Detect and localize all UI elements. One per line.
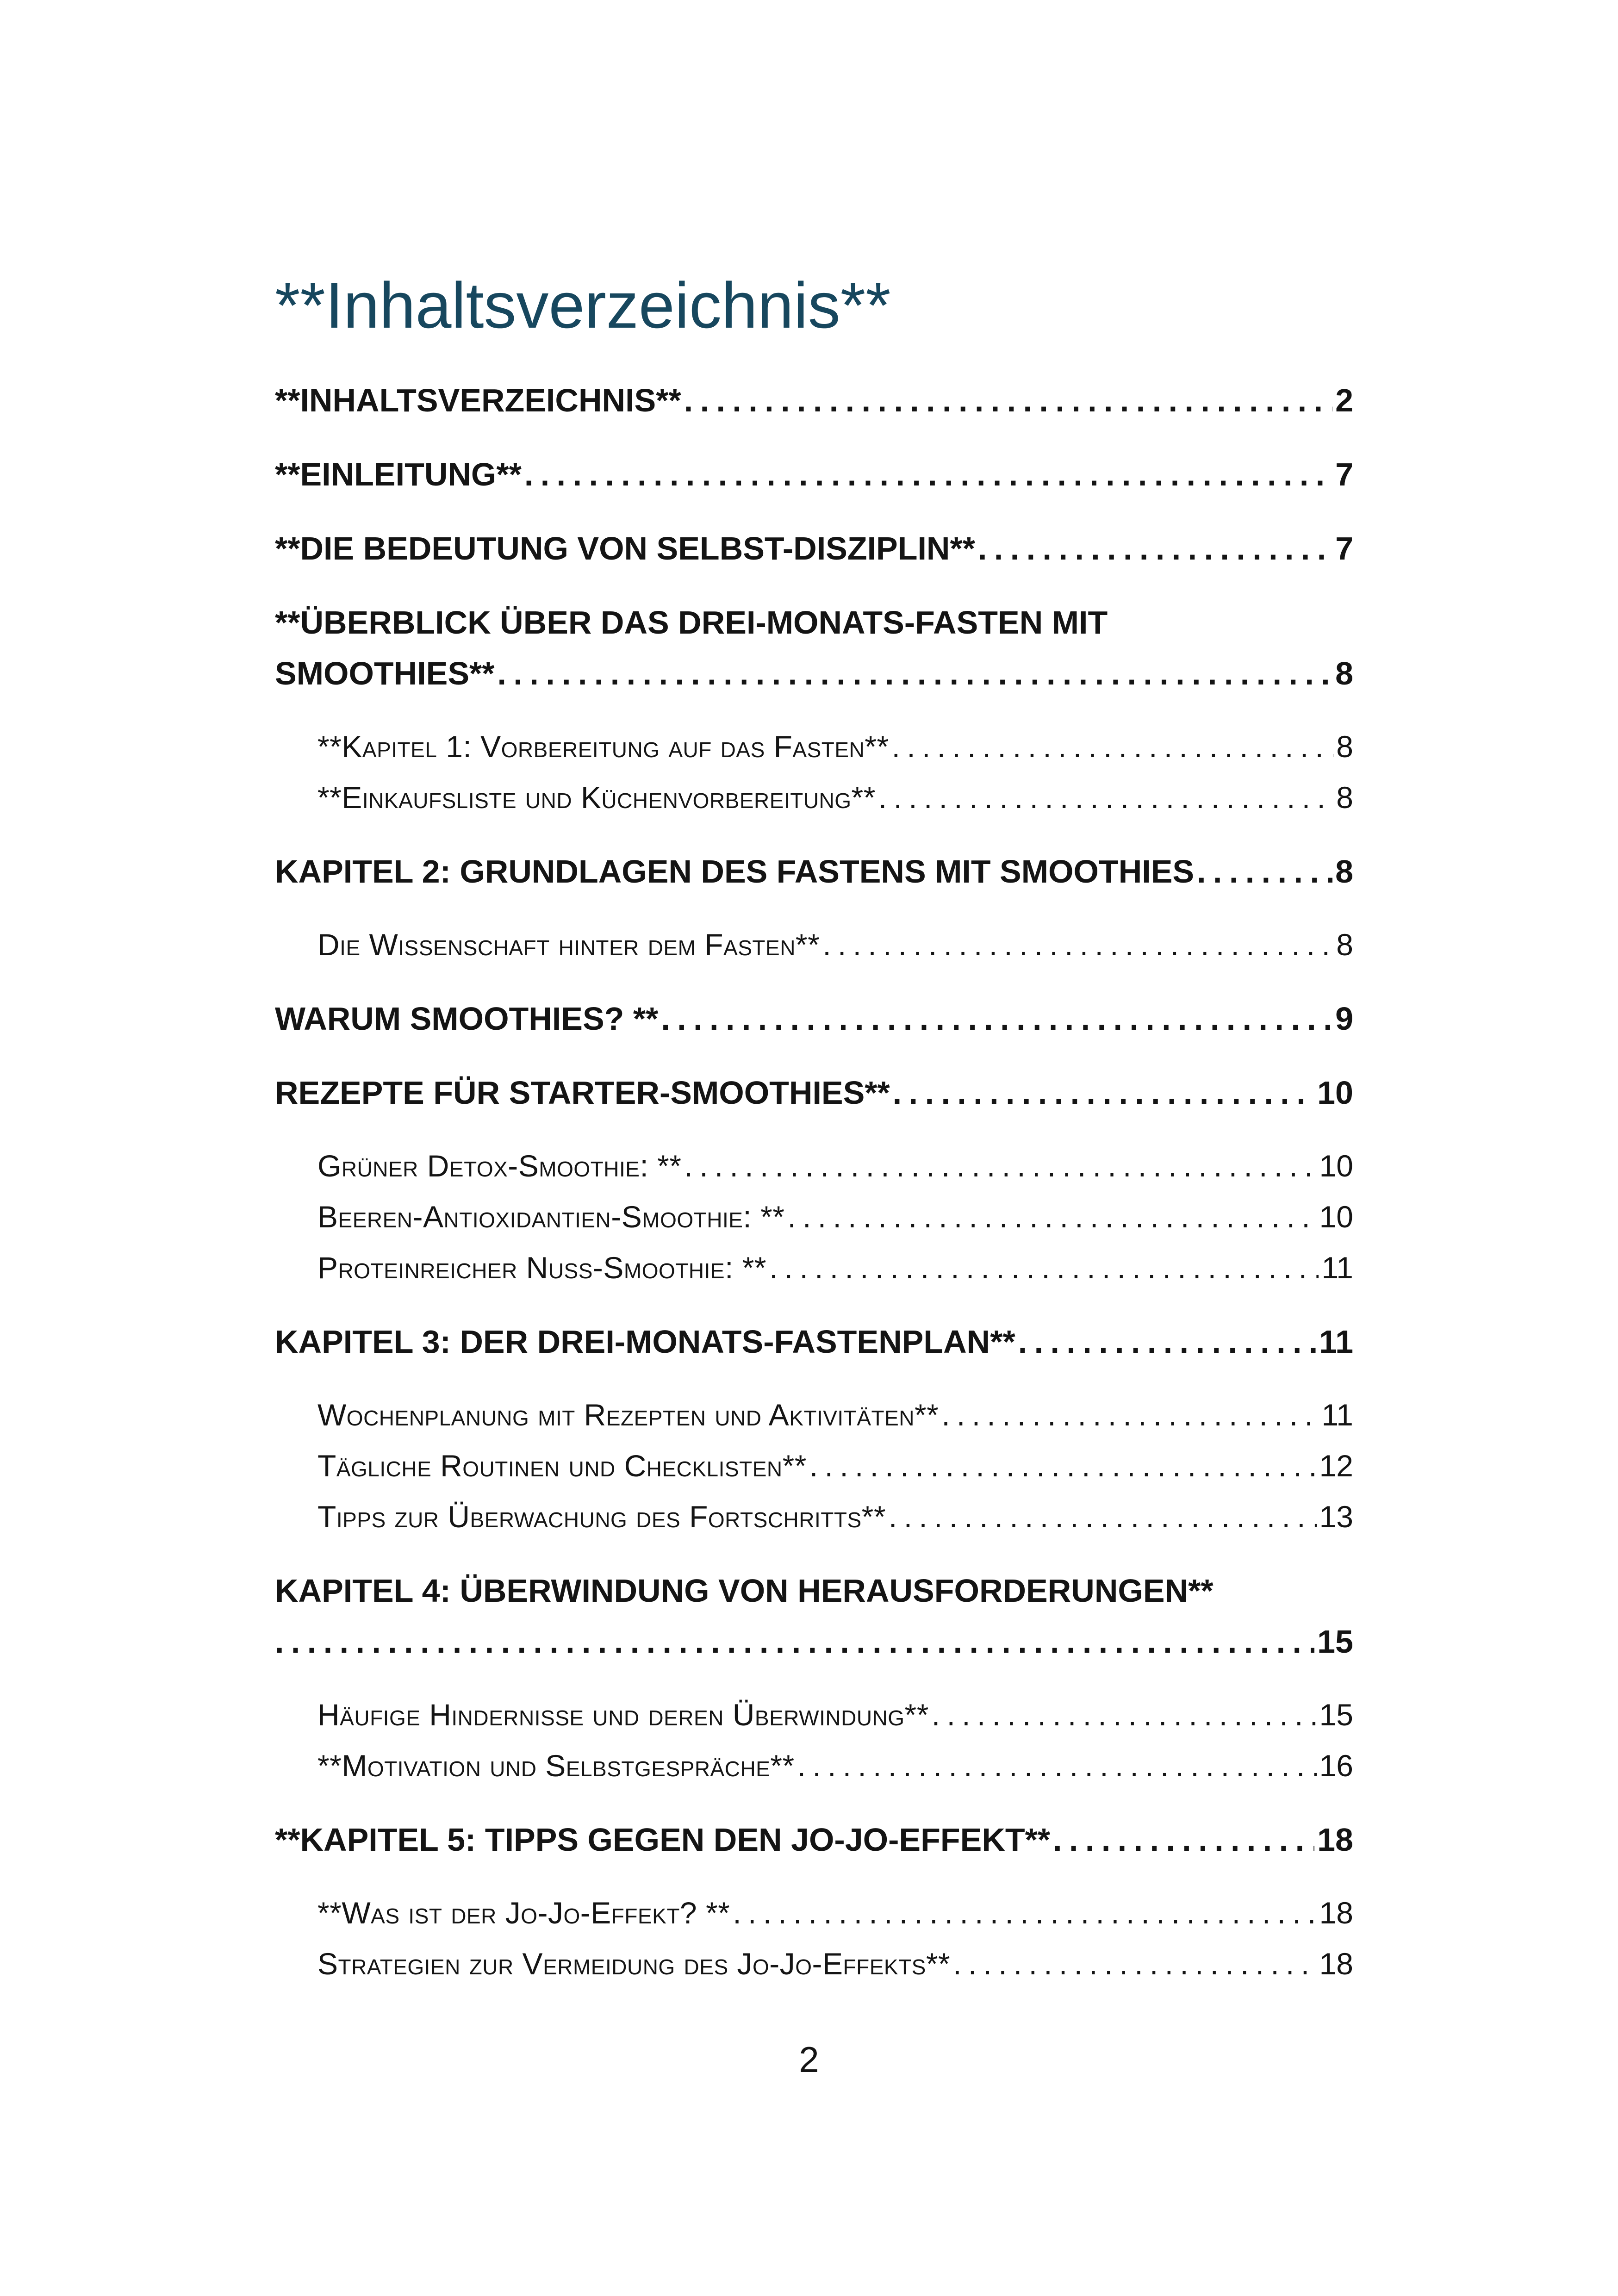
toc-entry-page: 8 (1335, 853, 1353, 890)
toc-entry[interactable] (275, 449, 1353, 500)
toc-subentry[interactable] (275, 1389, 1353, 1440)
table-of-contents (275, 375, 1353, 1989)
dot-leader (1053, 1814, 1314, 1865)
toc-subentry-page: 11 (1321, 1251, 1353, 1285)
toc-entry-label: WARUM SMOOTHIES? ** (275, 1001, 659, 1037)
toc-entry-label: **DIE BEDEUTUNG VON SELBST-DISZIPLIN** (275, 530, 975, 566)
toc-subentry-label: Tipps zur Überwachung des Fortschritts** (317, 1500, 886, 1534)
dot-leader (892, 721, 1334, 772)
toc-entry-label: REZEPTE FÜR STARTER-SMOOTHIES** (275, 1075, 890, 1111)
dot-leader (733, 1887, 1316, 1938)
toc-subentry-label: **Was ist der Jo-Jo-Effekt? ** (317, 1896, 730, 1930)
toc-subentry-page: 11 (1321, 1398, 1353, 1432)
toc-subentry-label: Beeren-Antioxidantien-Smoothie: ** (317, 1200, 785, 1234)
toc-entry[interactable] (275, 993, 1353, 1044)
page-title: **Inhaltsverzeichnis** (275, 269, 891, 342)
dot-leader (769, 1242, 1319, 1293)
toc-entry[interactable] (275, 1814, 1353, 1865)
toc-subentry-label: Häufige Hindernisse und deren Überwindung** (317, 1698, 929, 1732)
toc-subentry[interactable] (275, 1191, 1353, 1242)
toc-subentry-label: Die Wissenschaft hinter dem Fasten** (317, 927, 820, 962)
toc-subentry-label: Strategien zur Vermeidung des Jo-Jo-Effekts** (317, 1947, 951, 1981)
dot-leader (809, 1440, 1317, 1491)
page-number: 2 (799, 2039, 819, 2080)
toc-subentry-label: Proteinreicher Nuss-Smoothie: ** (317, 1251, 767, 1285)
toc-entry-label: SMOOTHIES** (275, 655, 495, 691)
dot-leader (941, 1389, 1319, 1440)
toc-entry-label: KAPITEL 3: DER DREI-MONATS-FASTENPLAN** (275, 1324, 1015, 1360)
dot-leader (787, 1191, 1316, 1242)
dot-leader (684, 375, 1332, 426)
toc-entry[interactable] (275, 1316, 1353, 1367)
toc-entry[interactable] (275, 846, 1353, 897)
dot-leader (953, 1938, 1316, 1989)
toc-subentry-label: Grüner Detox-Smoothie: ** (317, 1149, 682, 1183)
toc-entry-label: **KAPITEL 5: TIPPS GEGEN DEN JO-JO-EFFEKT** (275, 1822, 1051, 1858)
toc-subentry[interactable] (275, 1491, 1353, 1542)
toc-subentry-page: 16 (1319, 1748, 1353, 1783)
toc-entry-page: 9 (1335, 1001, 1353, 1037)
toc-subentry[interactable] (275, 1689, 1353, 1740)
toc-subentry-page: 18 (1319, 1947, 1353, 1981)
dot-leader (893, 1067, 1314, 1118)
dot-leader (932, 1689, 1317, 1740)
toc-subentry[interactable] (275, 1242, 1353, 1293)
dot-leader (1197, 846, 1332, 897)
toc-subentry[interactable] (275, 1887, 1353, 1938)
toc-subentry-label: **Motivation und Selbstgespräche** (317, 1748, 795, 1783)
toc-entry[interactable] (275, 523, 1353, 574)
dot-leader (685, 1140, 1317, 1191)
toc-subentry[interactable] (275, 1740, 1353, 1791)
toc-subentry[interactable] (275, 1938, 1353, 1989)
toc-subentry-label: **Einkaufsliste und Küchenvorbereitung** (317, 780, 876, 815)
toc-entry-line1[interactable] (275, 1565, 1353, 1616)
toc-subentry-page: 15 (1319, 1698, 1353, 1732)
toc-subentry-page: 13 (1319, 1500, 1353, 1534)
toc-subentry-label: **Kapitel 1: Vorbereitung auf das Fasten** (317, 729, 889, 764)
toc-subentry[interactable] (275, 1140, 1353, 1191)
toc-entry-label: **INHALTSVERZEICHNIS** (275, 382, 681, 418)
toc-subentry[interactable] (275, 919, 1353, 970)
toc-subentry-label: Tägliche Routinen und Checklisten** (317, 1449, 807, 1483)
dot-leader (889, 1491, 1317, 1542)
toc-entry-label: **EINLEITUNG** (275, 456, 522, 492)
toc-entry-page: 8 (1335, 655, 1353, 691)
dot-leader (878, 772, 1333, 823)
dot-leader (1018, 1316, 1316, 1367)
toc-entry-page: 18 (1317, 1822, 1353, 1858)
toc-subentry-page: 8 (1336, 729, 1353, 764)
toc-subentry-page: 12 (1319, 1449, 1353, 1483)
dot-leader (978, 523, 1332, 574)
toc-subentry-page: 18 (1319, 1896, 1353, 1930)
toc-entry-page: 11 (1319, 1324, 1353, 1360)
dot-leader (661, 993, 1332, 1044)
toc-entry[interactable] (275, 1616, 1353, 1667)
toc-subentry-page: 8 (1336, 927, 1353, 962)
dot-leader (275, 1616, 1314, 1667)
toc-entry-page: 7 (1335, 530, 1353, 566)
toc-subentry[interactable] (275, 721, 1353, 772)
toc-entry[interactable] (275, 375, 1353, 426)
toc-entry-line1[interactable] (275, 597, 1353, 648)
dot-leader (797, 1740, 1317, 1791)
toc-subentry-page: 8 (1336, 780, 1353, 815)
toc-entry-page: 15 (1317, 1624, 1353, 1660)
toc-subentry-page: 10 (1319, 1200, 1353, 1234)
toc-entry[interactable] (275, 648, 1353, 699)
toc-subentry[interactable] (275, 1440, 1353, 1491)
toc-subentry[interactable] (275, 772, 1353, 823)
toc-subentry-page: 10 (1319, 1149, 1353, 1183)
toc-subentry-label: Wochenplanung mit Rezepten und Aktivitäten** (317, 1398, 939, 1432)
toc-entry-page: 10 (1317, 1075, 1353, 1111)
toc-entry-page: 2 (1335, 382, 1353, 418)
toc-entry-label: **ÜBERBLICK ÜBER DAS DREI-MONATS-FASTEN MIT (275, 604, 1108, 641)
toc-entry-label: KAPITEL 4: ÜBERWINDUNG VON HERAUSFORDERUNGEN** (275, 1573, 1214, 1609)
toc-entry[interactable] (275, 1067, 1353, 1118)
toc-entry-label: KAPITEL 2: GRUNDLAGEN DES FASTENS MIT SMOOTHIES (275, 853, 1195, 890)
dot-leader (524, 449, 1332, 500)
dot-leader (822, 919, 1333, 970)
dot-leader (498, 648, 1333, 699)
toc-entry-page: 7 (1335, 456, 1353, 492)
